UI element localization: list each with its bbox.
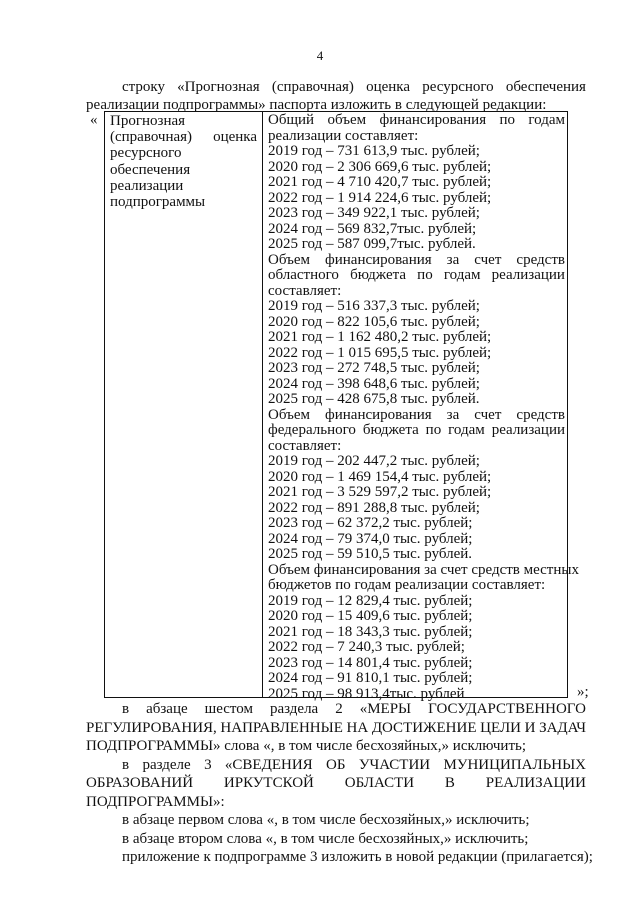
left-cell-line: подпрограммы <box>110 194 206 211</box>
total-year-row: 2025 год – 587 099,7тыс. рублей. <box>268 236 476 252</box>
body-word: ОБЛАСТИ <box>344 775 415 791</box>
left-cell-word: оценка <box>213 129 257 146</box>
federal-year-row: 2020 год – 1 469 154,4 тыс. рублей; <box>268 468 492 485</box>
amendment-paragraphs <box>86 700 593 867</box>
federal-heading-line-3: составляет: <box>268 437 342 454</box>
heading-word: реализации <box>491 267 565 283</box>
paragraph-2-line-1 <box>86 756 586 775</box>
heading-word: счет <box>474 406 502 423</box>
heading-word: по <box>417 267 433 283</box>
body-word: 2 <box>335 701 343 717</box>
regional-heading-line-3: составляет: <box>268 282 342 299</box>
federal-year-row: 2022 год – 891 288,8 тыс. рублей; <box>268 499 480 516</box>
table-column-divider <box>262 112 263 697</box>
heading-word: федерального <box>268 422 356 438</box>
federal-year-row: 2024 год – 79 374,0 тыс. рублей; <box>268 530 473 547</box>
heading-word: областного <box>268 267 339 283</box>
regional-year-row: 2024 год – 398 648,6 тыс. рублей; <box>268 375 480 392</box>
regional-heading-line-1 <box>268 253 565 269</box>
local-year-row: 2023 год – 14 801,4 тыс. рублей; <box>268 654 473 671</box>
left-cell-line <box>110 129 257 145</box>
heading-word: счет <box>474 251 502 268</box>
total-year-row: 2019 год – 731 613,9 тыс. рублей; <box>268 143 480 159</box>
paragraph-1-line-3: ПОДПРОГРАММЫ» слова «, в том числе бесхозяйных,» исключить; <box>86 738 527 754</box>
intro-word: ресурсного <box>422 79 494 95</box>
paragraph-5: приложение к подпрограмме 3 изложить в новой редакции (прилагается); <box>122 849 593 865</box>
body-word: ИРКУТСКОЙ <box>223 775 314 791</box>
regional-year-row: 2021 год – 1 162 480,2 тыс. рублей; <box>268 329 492 345</box>
body-word: ДОСТИЖЕНИЕ <box>371 719 477 736</box>
paragraph-2-line-2 <box>86 774 586 793</box>
intro-word: оценка <box>366 79 411 95</box>
heading-word: финансирования <box>325 406 432 423</box>
body-word: «МЕРЫ <box>359 701 412 717</box>
opening-quote: « <box>90 112 98 128</box>
intro-paragraph <box>86 78 586 114</box>
left-cell-line: Прогнозная <box>110 113 186 129</box>
total-heading-line-2: реализации составляет: <box>268 127 419 144</box>
heading-word: финансирования <box>325 251 432 268</box>
heading-word: средств <box>516 406 565 423</box>
regional-year-row: 2019 год – 516 337,3 тыс. рублей; <box>268 298 480 314</box>
regional-year-row: 2020 год – 822 105,6 тыс. рублей; <box>268 313 480 330</box>
local-year-row: 2020 год – 15 409,6 тыс. рублей; <box>268 608 473 624</box>
federal-year-row: 2021 год – 3 529 597,2 тыс. рублей; <box>268 484 492 500</box>
body-word: ГОСУДАРСТВЕННОГО <box>428 701 586 717</box>
body-word: «СВЕДЕНИЯ <box>224 756 313 773</box>
heading-word: годам <box>443 267 481 283</box>
body-word: в <box>122 756 130 773</box>
heading-word: объем <box>327 112 367 128</box>
body-word: разделе <box>142 756 191 773</box>
page-number: 4 <box>316 48 324 63</box>
local-heading-line-1: Объем финансирования за счет средств местных <box>268 561 579 578</box>
body-word: НА <box>346 719 369 736</box>
heading-word: Объем <box>268 406 310 423</box>
heading-word: годам <box>528 112 565 128</box>
table-right-cell <box>268 112 579 702</box>
federal-year-row: 2019 год – 202 447,2 тыс. рублей; <box>268 453 480 469</box>
body-word: абзаце <box>146 701 188 717</box>
total-heading-line-1 <box>268 113 565 129</box>
intro-word: строку <box>122 79 165 95</box>
body-word: ОБРАЗОВАНИЙ <box>86 775 194 791</box>
left-cell-line: ресурсного <box>110 145 182 162</box>
paragraph-1-line-1 <box>86 700 586 719</box>
heading-word: бюджета <box>350 267 407 283</box>
body-word: И <box>524 719 536 736</box>
total-year-row: 2023 год – 349 922,1 тыс. рублей; <box>268 205 480 221</box>
intro-word: обеспечения <box>505 79 586 95</box>
body-word: ОБ <box>326 756 346 773</box>
local-heading-line-2: бюджетов по годам реализации составляет: <box>268 577 546 593</box>
heading-word: реализации <box>491 422 565 438</box>
heading-word: финансирования <box>379 112 487 128</box>
heading-word: по <box>425 422 442 438</box>
paragraph-1-line-2 <box>86 719 586 738</box>
total-year-row: 2020 год – 2 306 669,6 тыс. рублей; <box>268 158 492 175</box>
body-word: шестом <box>204 701 253 717</box>
body-word: 3 <box>204 756 212 773</box>
heading-word: средств <box>516 251 565 268</box>
heading-word: годам <box>448 422 485 438</box>
total-year-row: 2024 год – 569 832,7тыс. рублей; <box>268 220 477 237</box>
federal-year-row: 2023 год – 62 372,2 тыс. рублей; <box>268 515 473 531</box>
body-word: ЗАДАЧ <box>539 719 586 736</box>
heading-word: за <box>446 406 460 423</box>
federal-year-row: 2025 год – 59 510,5 тыс. рублей. <box>268 546 473 562</box>
federal-heading-line-2 <box>268 423 565 439</box>
closing-quote: »; <box>577 684 589 700</box>
heading-word: за <box>446 251 460 268</box>
local-year-row: 2025 год – 98 913,4тыс. рублей <box>268 685 465 702</box>
left-cell-line: реализации <box>110 177 184 194</box>
heading-word: Объем <box>268 251 310 268</box>
body-word: НАПРАВЛЕННЫЕ <box>220 719 343 736</box>
heading-word: Общий <box>268 112 315 128</box>
total-year-row: 2022 год – 1 914 224,6 тыс. рублей; <box>268 189 492 206</box>
regional-heading-line-2 <box>268 268 565 284</box>
local-year-row: 2024 год – 91 810,1 тыс. рублей; <box>268 670 473 686</box>
body-word: РЕГУЛИРОВАНИЯ, <box>86 719 217 736</box>
federal-heading-line-1 <box>268 408 565 424</box>
local-year-row: 2021 год – 18 343,3 тыс. рублей; <box>268 623 473 640</box>
intro-line-2: реализации подпрограммы» паспорта изложить в следующей редакции: <box>86 97 547 113</box>
body-word: В <box>444 775 455 791</box>
intro-word: «Прогнозная <box>177 79 260 95</box>
body-word: РЕАЛИЗАЦИИ <box>485 775 586 791</box>
intro-word: (справочная) <box>271 79 354 95</box>
regional-year-row: 2022 год – 1 015 695,5 тыс. рублей; <box>268 344 492 361</box>
body-word: МУНИЦИПАЛЬНЫХ <box>443 756 586 773</box>
table-left-cell <box>110 113 257 210</box>
local-year-row: 2022 год – 7 240,3 тыс. рублей; <box>268 639 465 655</box>
left-cell-line: обеспечения <box>110 161 191 178</box>
left-cell-word: (справочная) <box>110 129 193 146</box>
paragraph-4: в абзаце втором слова «, в том числе бесхозяйных,» исключить; <box>122 830 529 847</box>
regional-year-row: 2023 год – 272 748,5 тыс. рублей; <box>268 360 480 376</box>
heading-word: бюджета <box>362 422 419 438</box>
heading-word: по <box>499 112 515 128</box>
body-word: раздела <box>269 701 319 717</box>
total-year-row: 2021 год – 4 710 420,7 тыс. рублей; <box>268 174 492 190</box>
body-word: УЧАСТИИ <box>358 756 431 773</box>
intro-line-1 <box>86 78 586 96</box>
paragraph-2-line-3: ПОДПРОГРАММЫ»: <box>86 793 225 810</box>
regional-year-row: 2025 год – 428 675,8 тыс. рублей. <box>268 391 480 407</box>
local-year-row: 2019 год – 12 829,4 тыс. рублей; <box>268 592 473 609</box>
body-word: в <box>122 701 130 717</box>
paragraph-3: в абзаце первом слова «, в том числе бесхозяйных,» исключить; <box>122 812 530 828</box>
body-word: ЦЕЛИ <box>480 719 521 736</box>
resource-table <box>104 111 579 702</box>
